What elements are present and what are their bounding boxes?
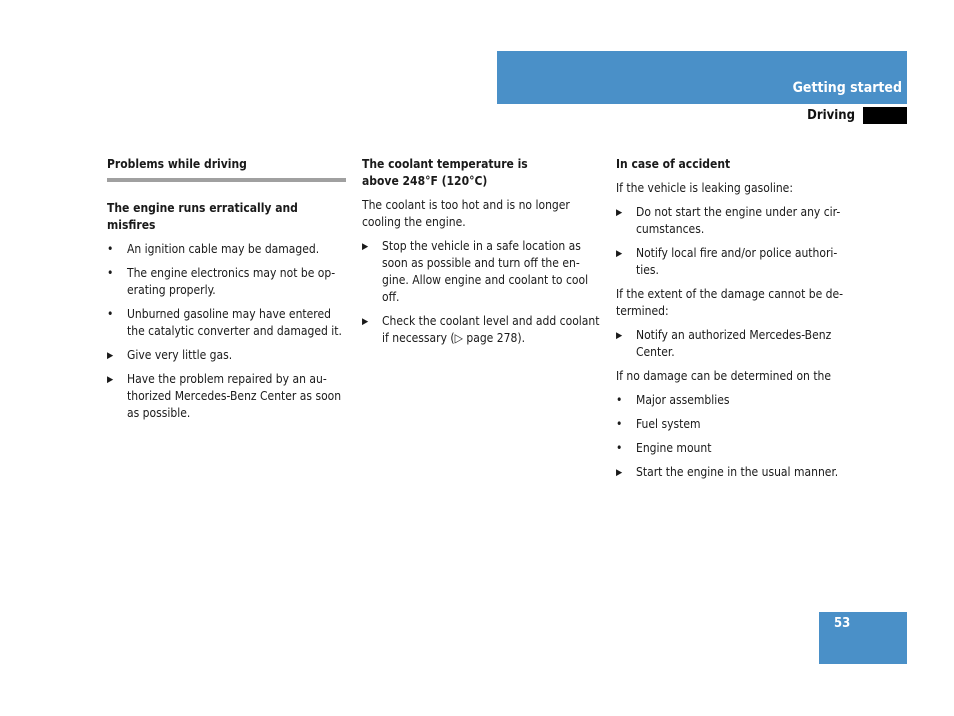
list-item-text: Stop the vehicle in a safe location as soon as possible and turn off the en-gine. Allow engine and coolant to cool off. — [382, 239, 589, 304]
arrow-icon: ▶ — [616, 249, 623, 259]
section-heading: In case of accident — [616, 157, 731, 171]
heading-line: The coolant temperature is — [362, 157, 528, 171]
list-item — [107, 371, 347, 422]
list — [362, 238, 602, 347]
list — [616, 327, 856, 361]
list-item-text: Unburned gasoline may have entered the catalytic converter and damaged it. — [127, 307, 342, 338]
section-heading: Problems while driving — [107, 157, 247, 171]
page-number-box — [819, 612, 907, 664]
list-item-text: Engine mount — [636, 441, 712, 455]
header-band — [497, 51, 907, 104]
list-item-text: An ignition cable may be damaged. — [127, 242, 320, 256]
section-title: Getting started — [792, 80, 902, 96]
arrow-icon: ▶ — [362, 242, 369, 252]
list-item — [616, 245, 856, 279]
list-item-text: Give very little gas. — [127, 348, 233, 362]
list-item — [107, 265, 347, 299]
list-item-text: Major assemblies — [636, 393, 730, 407]
bullet-icon: • — [107, 307, 114, 321]
list-item-text: Notify an authorized Mercedes-Benz Center. — [636, 328, 832, 359]
list-item — [616, 416, 856, 433]
list-item-text: Have the problem repaired by an au-thorized Mercedes-Benz Center as soon as possible. — [127, 372, 342, 420]
column-coolant-temperature — [362, 156, 602, 347]
list — [107, 241, 347, 422]
list-item — [616, 440, 856, 457]
column-in-case-of-accident — [616, 156, 856, 481]
arrow-icon: ▶ — [107, 351, 114, 361]
bullet-icon: • — [107, 266, 114, 280]
paragraph: If no damage can be determined on the — [616, 369, 832, 383]
list-item — [616, 464, 856, 481]
list-item — [107, 306, 347, 340]
list-item — [616, 392, 856, 409]
list-item — [616, 327, 856, 361]
page-number: 53 — [834, 616, 851, 631]
subheading: The engine runs erratically and misfires — [107, 201, 298, 232]
heading-rule — [107, 178, 346, 182]
subsection-title: Driving — [807, 108, 855, 123]
paragraph: If the vehicle is leaking gasoline: — [616, 181, 793, 195]
section-heading — [362, 156, 602, 190]
bullet-icon: • — [107, 242, 114, 256]
paragraph: If the extent of the damage cannot be de-termined: — [616, 287, 844, 318]
arrow-icon: ▶ — [616, 331, 623, 341]
list-item — [362, 313, 602, 347]
list-item-text: Check the coolant level and add coolant if necessary (▷ page 278). — [382, 314, 600, 345]
list-item — [107, 241, 347, 258]
list-item-text: Start the engine in the usual manner. — [636, 465, 839, 479]
list — [616, 204, 856, 279]
list-item — [616, 204, 856, 238]
bullet-icon: • — [616, 441, 623, 455]
intro-paragraph: The coolant is too hot and is no longer cooling the engine. — [362, 198, 570, 229]
bullet-icon: • — [616, 417, 623, 431]
subsection-row — [807, 107, 907, 124]
list-item — [107, 347, 347, 364]
arrow-icon: ▶ — [616, 208, 623, 218]
arrow-icon: ▶ — [616, 468, 623, 478]
arrow-icon: ▶ — [362, 317, 369, 327]
list-item-text: The engine electronics may not be op-erating properly. — [127, 266, 336, 297]
list-item-text: Do not start the engine under any cir-cumstances. — [636, 205, 841, 236]
bullet-icon: • — [616, 393, 623, 407]
column-problems-while-driving — [107, 156, 347, 422]
list-item-text: Fuel system — [636, 417, 701, 431]
list — [616, 392, 856, 481]
subsection-marker — [863, 107, 907, 124]
arrow-icon: ▶ — [107, 375, 114, 385]
list-item-text: Notify local fire and/or police authori-ties. — [636, 246, 838, 277]
list-item — [362, 238, 602, 306]
heading-line: above 248°F (120°C) — [362, 174, 488, 188]
